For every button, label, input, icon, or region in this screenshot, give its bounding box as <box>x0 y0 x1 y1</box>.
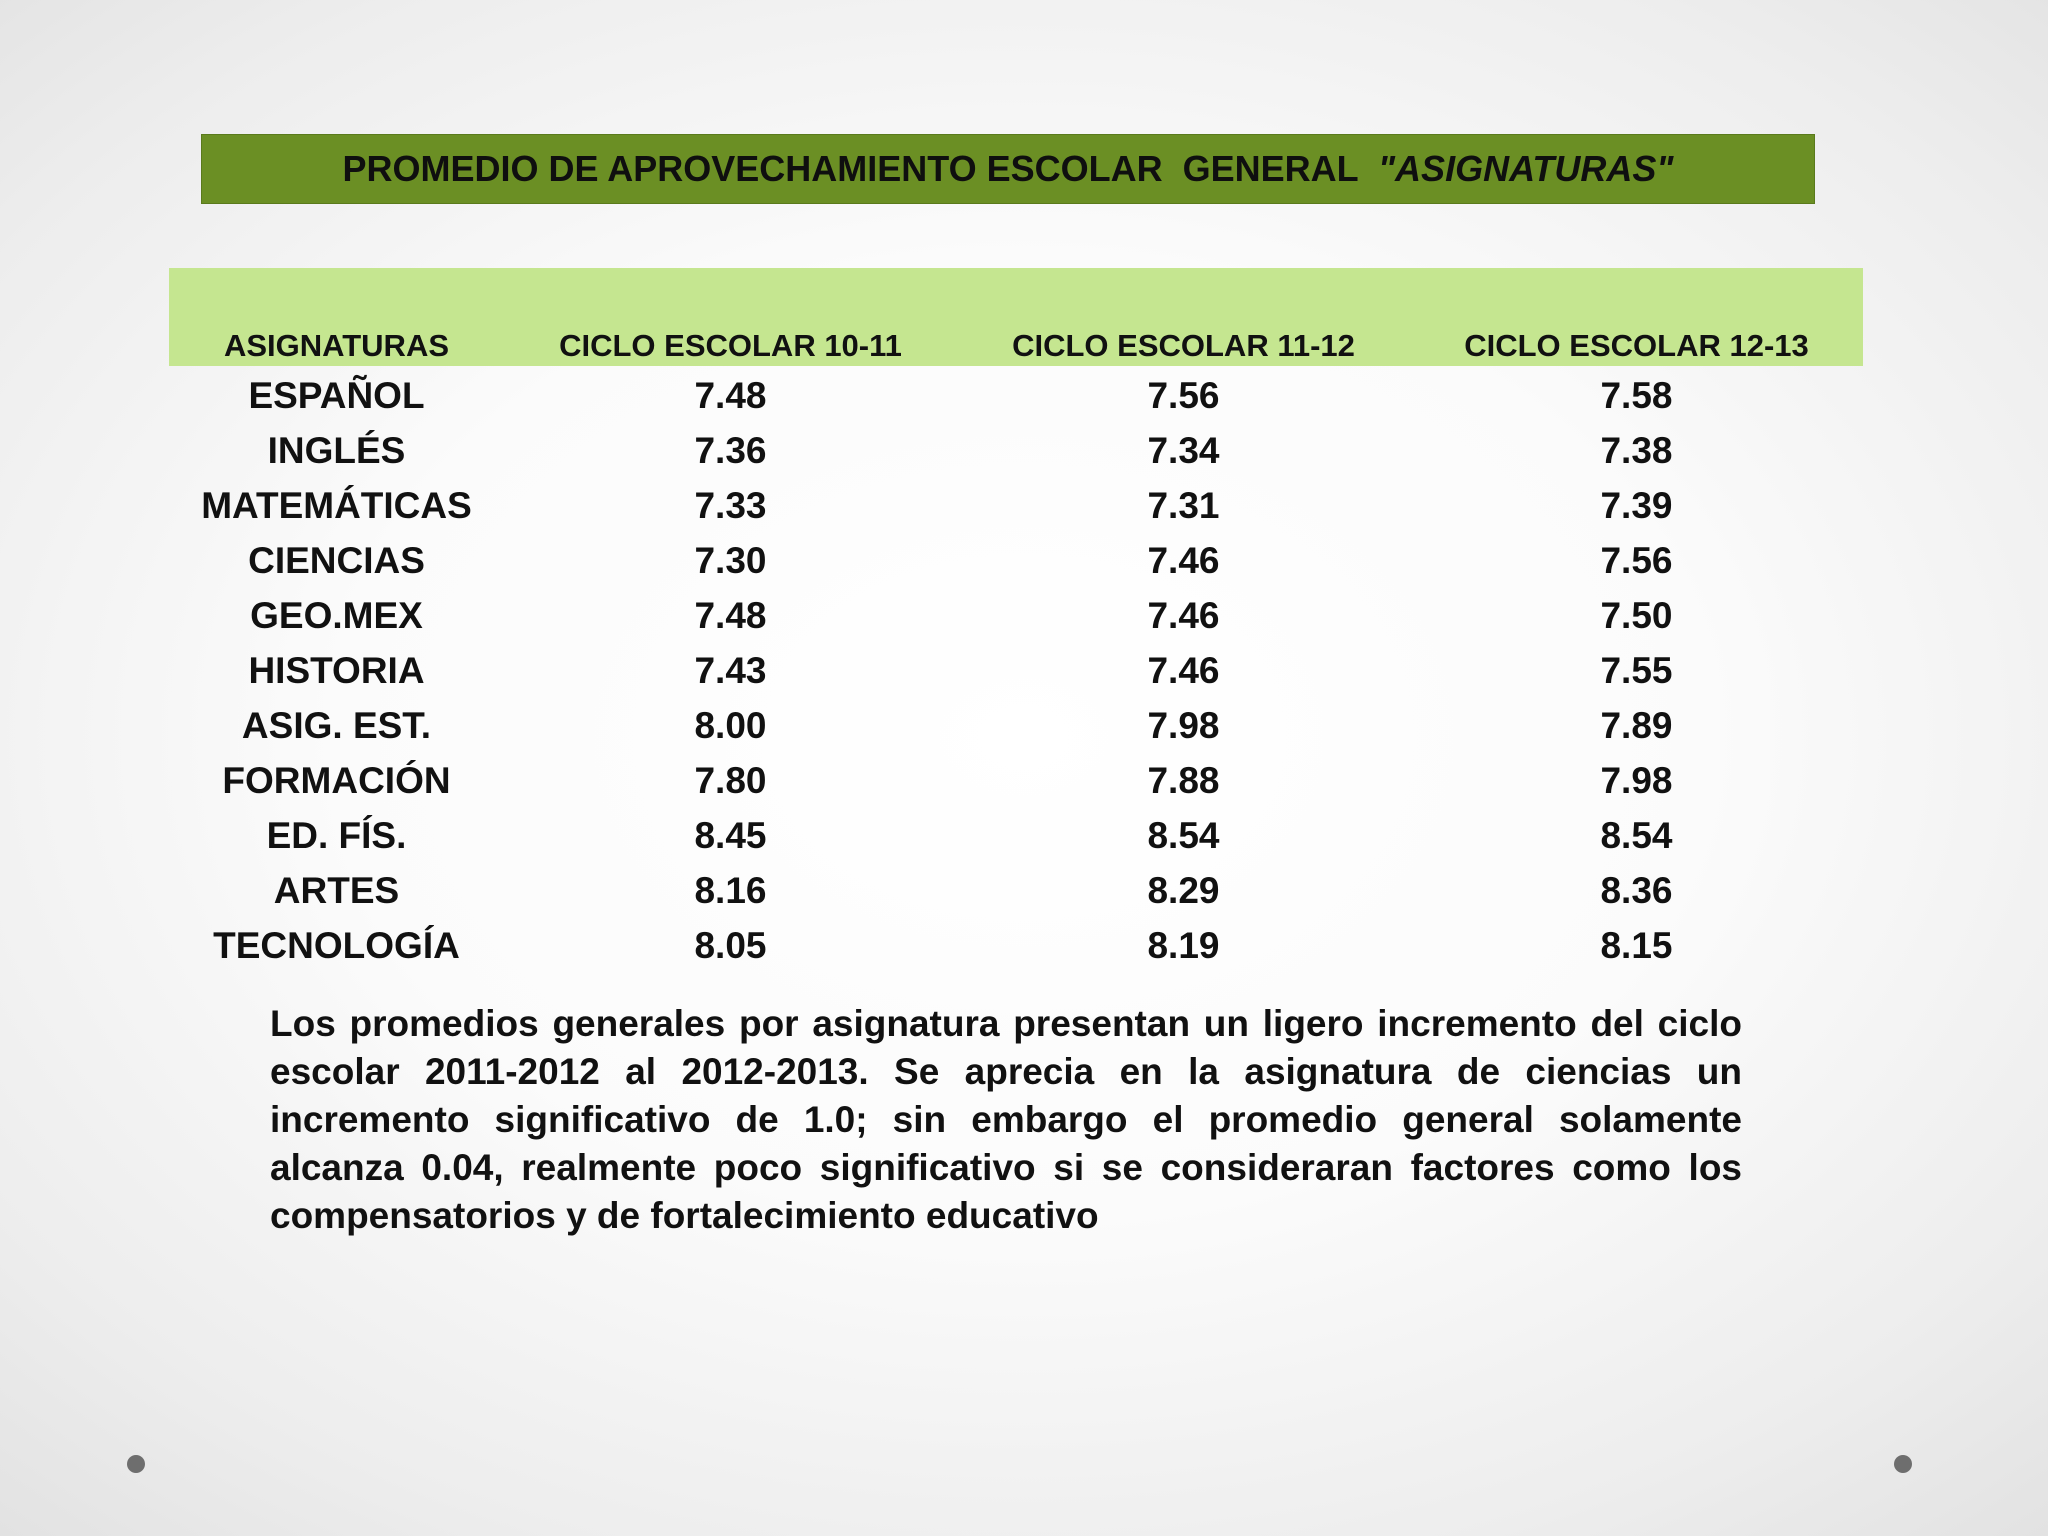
grade-cell: 8.54 <box>1147 814 1220 856</box>
table-row <box>169 588 1863 643</box>
grade-cell: 7.98 <box>1600 759 1673 801</box>
grade-cell: 8.45 <box>694 814 767 856</box>
grade-cell: 7.46 <box>1147 649 1220 691</box>
grade-cell: 7.38 <box>1600 429 1673 471</box>
table-row <box>169 643 1863 698</box>
grade-cell: 7.46 <box>1147 539 1220 581</box>
grade-cell: 8.05 <box>694 924 767 966</box>
header-asignaturas: ASIGNATURAS <box>223 328 450 363</box>
grade-cell: 8.19 <box>1147 924 1220 966</box>
subject-cell: ED. FÍS. <box>266 814 407 856</box>
subject-cell: CIENCIAS <box>248 539 425 581</box>
slide-title-bar <box>201 134 1815 204</box>
table-row <box>169 533 1863 588</box>
subject-cell: ESPAÑOL <box>248 374 425 416</box>
header-ciclo-10-11: CICLO ESCOLAR 10-11 <box>559 328 902 363</box>
subject-cell: ASIG. EST. <box>241 704 432 746</box>
table-row <box>169 808 1863 863</box>
table-row <box>169 478 1863 533</box>
analysis-paragraph: Los promedios generales por asignatura presentan un ligero incremento del ciclo escolar 2011-2012 al 2012-2013. Se aprecia en la asignatura de ciencias un incremento significativo de 1.0; sin embargo el promedio general solamente alcanza 0.04, realmente poco significativo si se consideraran factores como los compensatorios y de fortalecimiento educativo <box>270 1003 1742 1236</box>
slide-title-emphasis: "ASIGNATURAS" <box>1377 148 1674 189</box>
grade-cell: 8.16 <box>694 869 767 911</box>
grade-cell: 7.48 <box>694 374 767 416</box>
grade-cell: 7.89 <box>1600 704 1673 746</box>
grade-cell: 7.98 <box>1147 704 1220 746</box>
header-ciclo-11-12: CICLO ESCOLAR 11-12 <box>1012 328 1355 363</box>
grade-cell: 7.43 <box>694 649 767 691</box>
grade-cell: 7.48 <box>694 594 767 636</box>
grade-cell: 7.39 <box>1600 484 1673 526</box>
subject-cell: GEO.MEX <box>250 594 423 636</box>
grade-cell: 7.50 <box>1600 594 1673 636</box>
subject-cell: FORMACIÓN <box>222 759 451 801</box>
grade-cell: 7.34 <box>1147 429 1220 471</box>
grade-cell: 7.56 <box>1600 539 1673 581</box>
subject-cell: INGLÉS <box>267 429 406 471</box>
subject-cell: HISTORIA <box>248 649 425 691</box>
grade-cell: 7.58 <box>1600 374 1673 416</box>
grade-cell: 8.15 <box>1600 924 1673 966</box>
grade-cell: 8.36 <box>1600 869 1673 911</box>
grade-cell: 7.80 <box>694 759 767 801</box>
grade-cell: 7.46 <box>1147 594 1220 636</box>
grade-cell: 7.33 <box>694 484 767 526</box>
table-row <box>169 698 1863 753</box>
subject-cell: MATEMÁTICAS <box>201 484 472 526</box>
table-row <box>169 423 1863 478</box>
grades-table-container <box>169 268 1863 973</box>
subject-cell: ARTES <box>273 869 400 911</box>
slide-corner-dot-right <box>1894 1455 1912 1473</box>
slide-corner-dot-left <box>127 1455 145 1473</box>
subject-cell: TECNOLOGÍA <box>213 924 460 966</box>
grade-cell: 7.88 <box>1147 759 1220 801</box>
table-row <box>169 366 1863 423</box>
grade-cell: 7.36 <box>694 429 767 471</box>
table-header-row <box>169 268 1863 366</box>
grade-cell: 8.54 <box>1600 814 1673 856</box>
grade-cell: 7.55 <box>1600 649 1673 691</box>
table-row <box>169 753 1863 808</box>
grade-cell: 8.29 <box>1147 869 1220 911</box>
table-row <box>169 918 1863 973</box>
grades-table <box>169 268 1863 973</box>
grade-cell: 7.56 <box>1147 374 1220 416</box>
grade-cell: 8.00 <box>694 704 767 746</box>
slide-title: PROMEDIO DE APROVECHAMIENTO ESCOLAR GENERAL <box>342 148 1378 189</box>
table-row <box>169 863 1863 918</box>
header-ciclo-12-13: CICLO ESCOLAR 12-13 <box>1464 328 1809 363</box>
grade-cell: 7.30 <box>694 539 767 581</box>
grade-cell: 7.31 <box>1147 484 1220 526</box>
